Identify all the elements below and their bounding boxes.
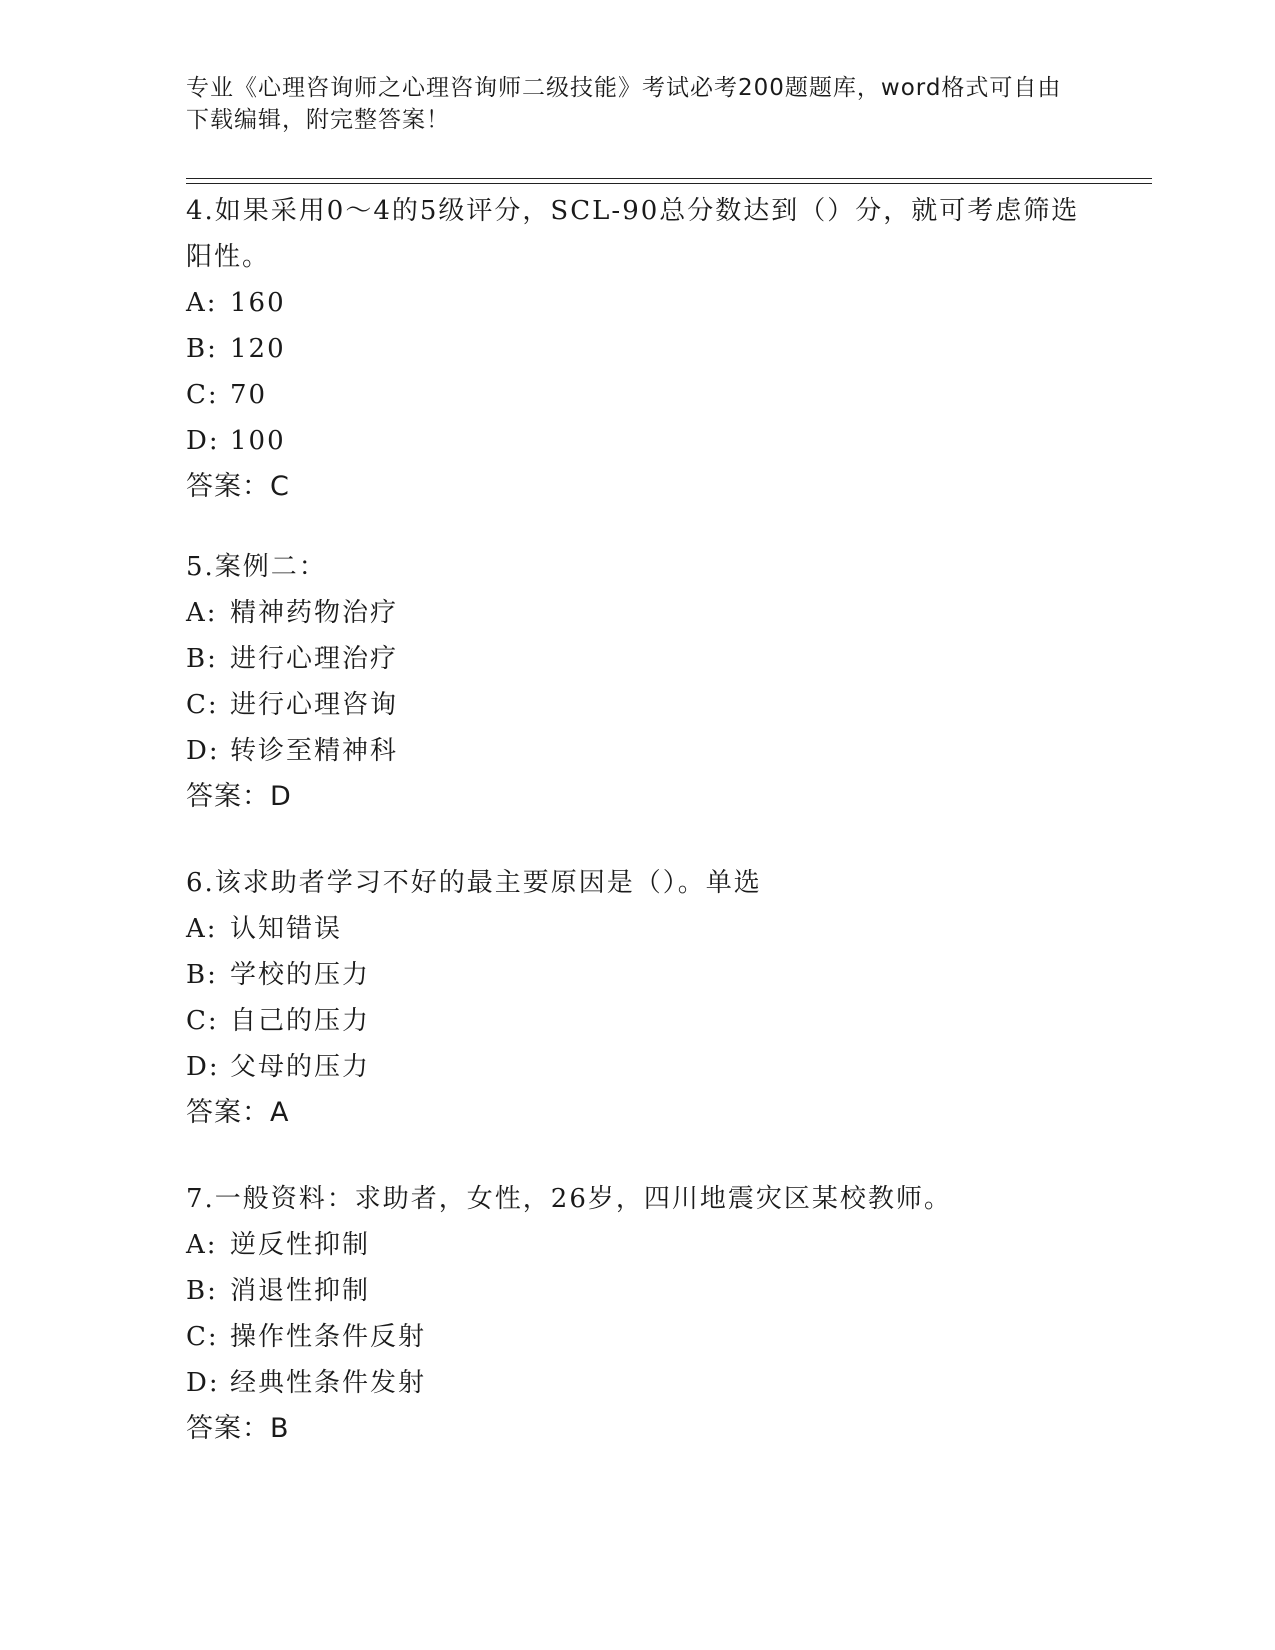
option-d [186,1360,1086,1406]
option-text: 学校的压力 [230,960,371,990]
question-title: 6.该求助者学习不好的最主要原因是（）。单选 [186,868,762,898]
option-text: 进行心理治疗 [230,644,399,674]
question-title: 5.案例二： [186,552,327,582]
option-c [186,372,1086,418]
option-letter: A: [186,288,218,318]
document-intro: 专业《心理咨询师之心理咨询师二级技能》考试必考200题题库，word格式可自由下载编辑，附完整答案！ [186,75,1062,133]
option-letter: C: [186,1322,219,1352]
option-letter: D: [186,736,220,766]
option-text: 进行心理咨询 [230,690,399,720]
option-text: 转诊至精神科 [230,736,399,766]
option-d [186,1044,1086,1090]
option-c [186,1314,1086,1360]
answer-line: 答案：B [186,1413,290,1444]
option-a [186,906,1086,952]
option-d [186,728,1086,774]
option-letter: B: [186,334,218,364]
header-divider-bottom [186,183,1152,184]
answer-line: 答案：A [186,1097,290,1128]
option-text: 操作性条件反射 [230,1322,427,1352]
option-b [186,1268,1086,1314]
option-text: 自己的压力 [230,1006,371,1036]
option-a [186,1222,1086,1268]
option-text: 父母的压力 [230,1052,371,1082]
option-b [186,952,1086,998]
option-letter: C: [186,380,219,410]
option-letter: D: [186,426,220,456]
option-text: 经典性条件发射 [230,1368,427,1398]
option-letter: D: [186,1052,220,1082]
option-a [186,280,1086,326]
option-letter: C: [186,690,219,720]
option-text: 160 [230,288,286,318]
option-text: 精神药物治疗 [230,598,399,628]
answer-line: 答案：C [186,471,290,502]
option-d [186,418,1086,464]
option-letter: A: [186,598,218,628]
option-text: 70 [230,380,268,410]
option-text: 120 [230,334,286,364]
option-c [186,998,1086,1044]
option-text: 逆反性抑制 [230,1230,371,1260]
question-block [186,188,1086,510]
option-text: 认知错误 [230,914,343,944]
question-block [186,1176,1086,1452]
answer-line: 答案：D [186,781,292,812]
option-c [186,682,1086,728]
option-letter: C: [186,1006,219,1036]
option-b [186,326,1086,372]
option-letter: A: [186,914,218,944]
option-b [186,636,1086,682]
question-block [186,860,1086,1136]
option-text: 消退性抑制 [230,1276,371,1306]
option-letter: D: [186,1368,220,1398]
question-block [186,544,1086,820]
option-letter: B: [186,644,218,674]
question-title: 7.一般资料：求助者，女性，26岁，四川地震灾区某校教师。 [186,1184,952,1214]
question-title: 4.如果采用0～4的5级评分，SCL-90总分数达到（）分，就可考虑筛选阳性。 [186,196,1080,272]
option-letter: B: [186,960,218,990]
option-text: 100 [230,426,286,456]
option-letter: A: [186,1230,218,1260]
header-divider-top [186,178,1152,179]
option-a [186,590,1086,636]
option-letter: B: [186,1276,218,1306]
